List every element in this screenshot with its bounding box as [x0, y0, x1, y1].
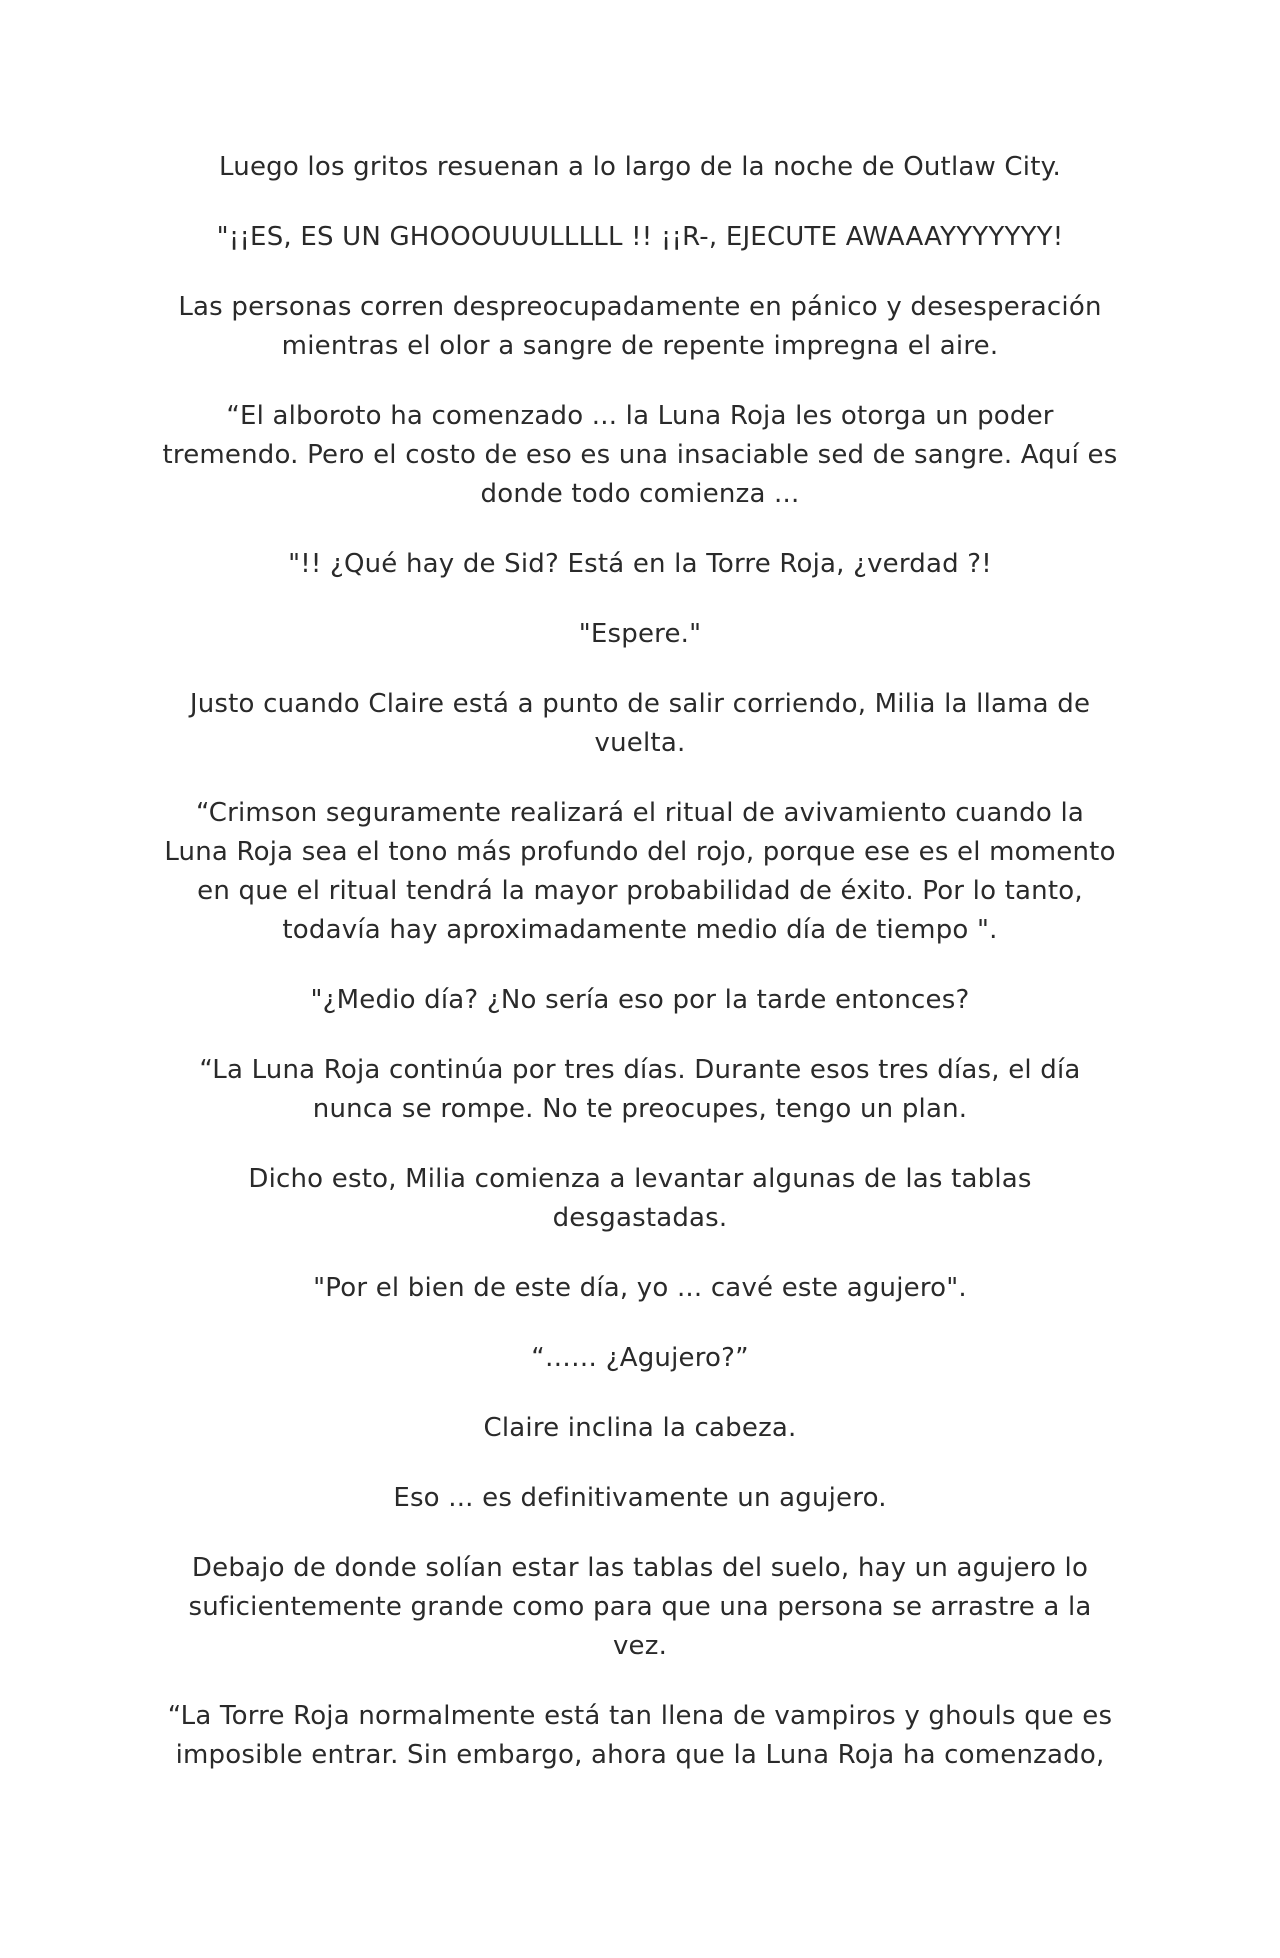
paragraph-11: Dicho esto, Milia comienza a levantar algunas de las tablas desgastadas.: [248, 1164, 1032, 1233]
paragraph-13: “…… ¿Agujero?”: [531, 1343, 749, 1373]
paragraph-10: “La Luna Roja continúa por tres días. Durante esos tres días, el día nunca se rompe. No te preocupes, tengo un plan.: [199, 1055, 1081, 1124]
story-text: [160, 148, 1120, 1806]
paragraph-15: Eso ... es definitivamente un agujero.: [393, 1483, 887, 1513]
paragraph-17: “La Torre Roja normalmente está tan llena de vampiros y ghouls que es imposible entrar. Sin embargo, ahora que la Luna Roja ha comenzado,: [167, 1701, 1113, 1770]
paragraph-7: Justo cuando Claire está a punto de salir corriendo, Milia la llama de vuelta.: [189, 689, 1091, 758]
paragraph-8: “Crimson seguramente realizará el ritual de avivamiento cuando la Luna Roja sea el tono más profundo del rojo, porque ese es el momento en que el ritual tendrá la mayor probabilidad de éxito. Por lo tanto, todavía hay aproximadamente medio día de tiempo ".: [164, 798, 1116, 945]
paragraph-14: Claire inclina la cabeza.: [483, 1413, 797, 1443]
paragraph-4: “El alboroto ha comenzado ... la Luna Roja les otorga un poder tremendo. Pero el costo de eso es una insaciable sed de sangre. Aquí es donde todo comienza ...: [162, 401, 1118, 509]
paragraph-1: Luego los gritos resuenan a lo largo de la noche de Outlaw City.: [219, 152, 1061, 182]
paragraph-16: Debajo de donde solían estar las tablas del suelo, hay un agujero lo suficientemente grande como para que una persona se arrastre a la vez.: [188, 1553, 1092, 1661]
paragraph-9: "¿Medio día? ¿No sería eso por la tarde entonces?: [310, 985, 970, 1015]
paragraph-2: "¡¡ES, ES UN GHOOOUUULLLLL !! ¡¡R-, EJECUTE AWAAAYYYYYYY!: [216, 222, 1064, 252]
paragraph-12: "Por el bien de este día, yo ... cavé este agujero".: [313, 1273, 967, 1303]
paragraph-5: "!! ¿Qué hay de Sid? Está en la Torre Roja, ¿verdad ?!: [288, 549, 992, 579]
paragraph-3: Las personas corren despreocupadamente en pánico y desesperación mientras el olor a sangre de repente impregna el aire.: [178, 292, 1102, 361]
paragraph-6: "Espere.": [578, 619, 702, 649]
